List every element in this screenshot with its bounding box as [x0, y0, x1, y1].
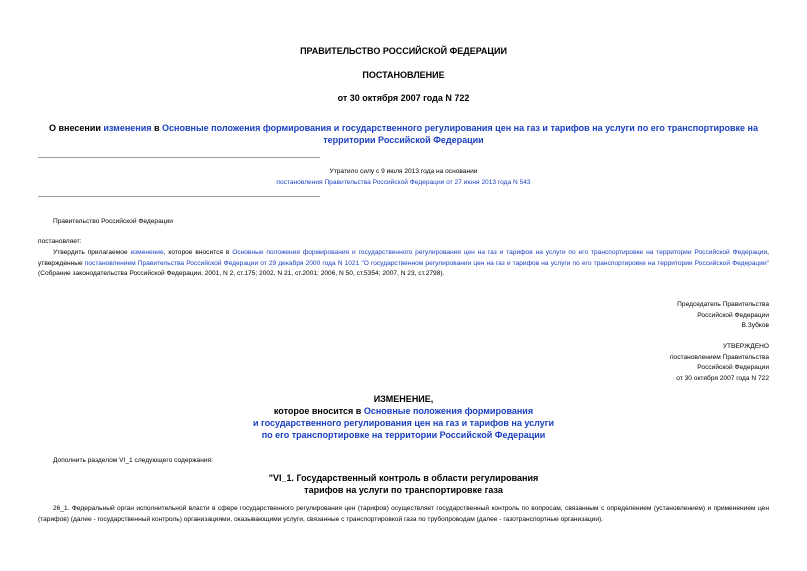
title-mid: в	[151, 123, 163, 133]
p1-text-d: (Собрание законодательства Российской Федерации, 2001, N 2, ст.175; 2002, N 21, ст.2001; 2006, N 50, ст.5354; 2007, N 23, ст.2798).	[38, 270, 445, 277]
gov-line: Правительство Российской Федерации	[53, 218, 173, 225]
status-line: Утратило силу с 9 июля 2013 года на основании	[329, 168, 478, 175]
document-type: ПОСТАНОВЛЕНИЕ	[362, 70, 445, 80]
change-heading: ИЗМЕНЕНИЕ,	[373, 394, 434, 404]
p1-link-resolution[interactable]: постановлением Правительства Российской Федерации от 29 декабря 2000 года N 1021 "О государственном регулировании цен на газ и тарифов на услуги по его транспортировке на территории Российской Федерации"	[84, 259, 769, 267]
decides-line: постановляет:	[38, 238, 82, 245]
change-heading-block	[0, 393, 807, 441]
signature-line-3: В.Зубков	[741, 322, 769, 329]
status-link[interactable]: постановления Правительства Российской Федерации от 27 июня 2013 года N 543	[276, 178, 531, 186]
approved-line-4: от 30 октября 2007 года N 722	[676, 374, 769, 382]
approved-line-2: постановлением Правительства	[669, 353, 769, 361]
p1-text-a: Утвердить прилагаемое	[53, 249, 131, 256]
change-line-2-link[interactable]: Основные положения формирования	[363, 406, 534, 416]
p1-link-provisions[interactable]: Основные положения формирования и государственного регулирования цен на газ и тарифов на услуги по его транспортировке на территории Российской Федерации	[232, 249, 768, 256]
signature-line-2: Российской Федерации	[697, 311, 769, 319]
paragraph-26-1: 26_1. Федеральный орган исполнительной власти в сфере государственного регулирования цен (тарифов) осуществляет государственный контроль по вопросам, связанным с определением (установлением) и применением цен (тарифов) (далее - государственный контроль) организациями, оказывающими услуги, связанные с транспортировкой газа по трубопроводам (далее - газотранспортные организации).	[38, 505, 769, 523]
title-link-provisions[interactable]: Основные положения формирования и государственного регулирования цен на газ и тарифов на услуги по его транспортировке на территории Российской Федерации	[162, 123, 758, 145]
status-note	[200, 167, 607, 188]
change-line-2-text: которое вносится в	[273, 406, 364, 416]
section-title-line-1: "VI_1. Государственный контроль в области регулирования	[268, 473, 539, 483]
divider-top	[38, 157, 320, 158]
divider-bottom	[38, 196, 320, 197]
title-prefix: О внесении	[49, 123, 104, 133]
section-title	[0, 472, 807, 496]
p1-text-b: , которое вносится в	[163, 249, 233, 256]
approved-line-3: Российской Федерации	[697, 364, 769, 371]
change-line-4-link[interactable]: по его транспортировке на территории Российской Федерации	[261, 430, 546, 440]
section-title-line-2: тарифов на услуги по транспортировке газа	[304, 485, 503, 495]
p1-text-c: , утвержденные	[38, 249, 769, 267]
paragraph-1	[38, 248, 769, 280]
signature-block	[469, 300, 769, 332]
signature-line-1: Председатель Правительства	[677, 301, 769, 308]
document-title	[40, 122, 767, 146]
approved-line-1: УТВЕРЖДЕНО	[722, 343, 769, 350]
approved-block	[469, 342, 769, 384]
p1-link-change[interactable]: изменение	[130, 249, 164, 256]
government-heading: ПРАВИТЕЛЬСТВО РОССИЙСКОЙ ФЕДЕРАЦИИ	[300, 46, 507, 56]
document-date: от 30 октября 2007 года N 722	[337, 93, 470, 103]
change-line-3-link[interactable]: и государственного регулирования цен на газ и тарифов на услуги	[252, 418, 555, 428]
title-link-change[interactable]: изменения	[103, 123, 152, 133]
section-intro: Дополнить разделом VI_1 следующего содержания:	[53, 457, 213, 464]
